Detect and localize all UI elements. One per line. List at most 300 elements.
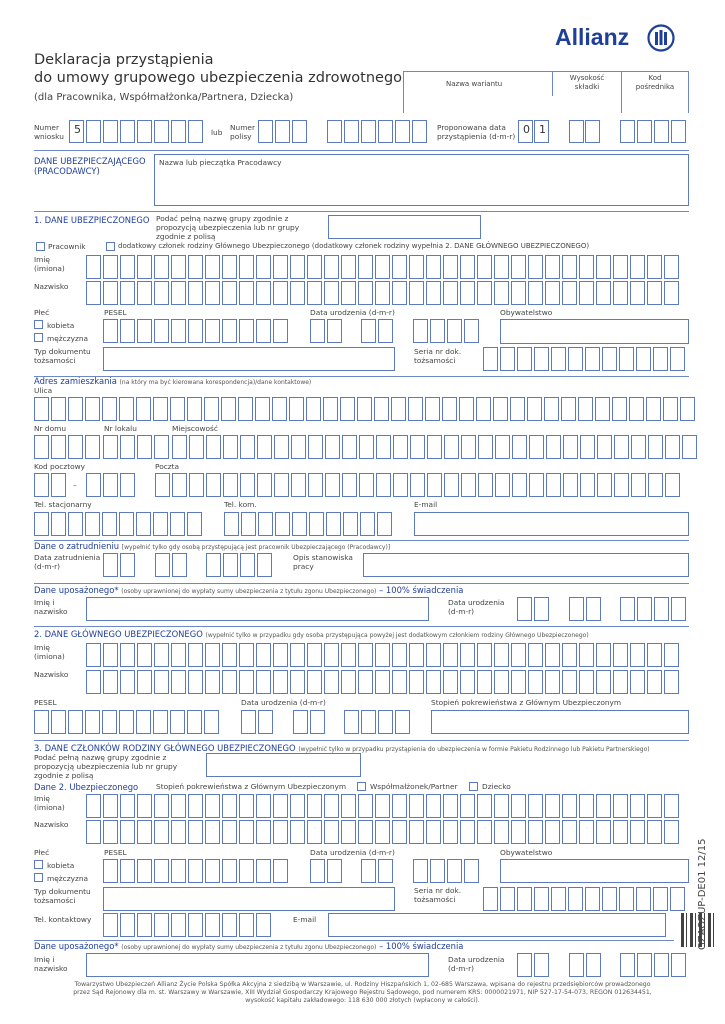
s3-nazwisko-box[interactable] [205, 820, 220, 844]
s3-pesel-box[interactable] [154, 859, 169, 883]
s3-tel-box[interactable] [256, 913, 271, 937]
section2-stopien-field[interactable] [431, 710, 689, 734]
s3-nazwisko-box[interactable] [375, 820, 390, 844]
s2-imie-box[interactable] [256, 643, 271, 667]
nazwisko-box[interactable] [358, 281, 373, 305]
pesel-box[interactable] [103, 319, 118, 343]
s2-nazwisko-box[interactable] [171, 670, 186, 694]
imie-box[interactable] [358, 255, 373, 279]
poczta-box[interactable] [580, 473, 595, 497]
s3-imie-box[interactable] [171, 794, 186, 818]
imie-box[interactable] [222, 255, 237, 279]
poczta-box[interactable] [444, 473, 459, 497]
seria-box[interactable] [585, 347, 600, 371]
ulica-box[interactable] [119, 397, 134, 421]
skladka-input[interactable] [553, 96, 621, 113]
s3-tel-box[interactable] [205, 913, 220, 937]
s2-nazwisko-box[interactable] [222, 670, 237, 694]
beneficiary1-name-field[interactable] [86, 597, 429, 621]
poczta-box[interactable] [257, 473, 272, 497]
s3-imie-box[interactable] [341, 794, 356, 818]
s3-imie-box[interactable] [154, 794, 169, 818]
polisa-box[interactable] [292, 120, 307, 143]
tel-kom-box[interactable] [292, 512, 307, 536]
nazwisko-box[interactable] [613, 281, 628, 305]
imie-box[interactable] [613, 255, 628, 279]
s2-dob-d-box[interactable] [241, 710, 256, 734]
poczta-box[interactable] [376, 473, 391, 497]
ulica-box[interactable] [153, 397, 168, 421]
s2-imie-box[interactable] [341, 643, 356, 667]
tel-kom-box[interactable] [326, 512, 341, 536]
s3-tel-box[interactable] [239, 913, 254, 937]
ben1-y-box[interactable] [637, 597, 652, 621]
s2-nazwisko-box[interactable] [579, 670, 594, 694]
poczta-box[interactable] [461, 473, 476, 497]
wniosek-box[interactable] [120, 120, 135, 143]
s3-nazwisko-box[interactable] [256, 820, 271, 844]
poczta-box[interactable] [427, 473, 442, 497]
nazwisko-box[interactable] [86, 281, 101, 305]
poczta-box[interactable] [631, 473, 646, 497]
s3-imie-box[interactable] [188, 794, 203, 818]
ben1-y-box[interactable] [654, 597, 669, 621]
nazwisko-box[interactable] [647, 281, 662, 305]
s3-seria-box[interactable] [653, 887, 668, 911]
ulica-box[interactable] [255, 397, 270, 421]
obywatelstwo-field[interactable] [500, 319, 689, 344]
nr-lokalu-box[interactable] [137, 435, 152, 459]
tel-stac-box[interactable] [170, 512, 185, 536]
ulica-box[interactable] [442, 397, 457, 421]
ben1-y-box[interactable] [671, 597, 686, 621]
s2-dob-y-box[interactable] [361, 710, 376, 734]
imie-box[interactable] [137, 255, 152, 279]
s2-nazwisko-box[interactable] [426, 670, 441, 694]
nr-lokalu-box[interactable] [103, 435, 118, 459]
s3-nazwisko-box[interactable] [358, 820, 373, 844]
imie-box[interactable] [562, 255, 577, 279]
imie-box[interactable] [103, 255, 118, 279]
ulica-box[interactable] [527, 397, 542, 421]
nazwisko-box[interactable] [120, 281, 135, 305]
s2-nazwisko-box[interactable] [154, 670, 169, 694]
imie-box[interactable] [205, 255, 220, 279]
seria-box[interactable] [568, 347, 583, 371]
tel-stac-box[interactable] [187, 512, 202, 536]
polisa2-box[interactable] [378, 120, 393, 143]
ben2-d-box[interactable] [534, 953, 549, 977]
s3-imie-box[interactable] [630, 794, 645, 818]
s2-nazwisko-box[interactable] [120, 670, 135, 694]
poczta-box[interactable] [172, 473, 187, 497]
dob-m-box[interactable] [378, 319, 393, 343]
nazwisko-box[interactable] [494, 281, 509, 305]
polisa2-box[interactable] [344, 120, 359, 143]
s2-pesel-box[interactable] [51, 710, 66, 734]
s2-imie-box[interactable] [630, 643, 645, 667]
s3-imie-box[interactable] [664, 794, 679, 818]
ben1-d-box[interactable] [517, 597, 532, 621]
s3-nazwisko-box[interactable] [137, 820, 152, 844]
s2-nazwisko-box[interactable] [324, 670, 339, 694]
nr-domu-box[interactable] [34, 435, 49, 459]
section3-obywatelstwo-field[interactable] [500, 859, 689, 883]
poczta-box[interactable] [274, 473, 289, 497]
nr-domu-box[interactable] [68, 435, 83, 459]
s2-imie-box[interactable] [205, 643, 220, 667]
kod2-box[interactable] [120, 473, 135, 497]
s3-imie-box[interactable] [120, 794, 135, 818]
zatr-d-box[interactable] [120, 553, 135, 577]
ulica-box[interactable] [425, 397, 440, 421]
nazwisko-box[interactable] [426, 281, 441, 305]
imie-box[interactable] [545, 255, 560, 279]
wniosek-box[interactable] [103, 120, 118, 143]
zatr-y-box[interactable] [206, 553, 221, 577]
kobieta-checkbox[interactable] [34, 320, 43, 329]
nazwisko-box[interactable] [324, 281, 339, 305]
imie-box[interactable] [426, 255, 441, 279]
nazwisko-box[interactable] [528, 281, 543, 305]
s2-imie-box[interactable] [375, 643, 390, 667]
zatr-m-box[interactable] [155, 553, 170, 577]
s2-nazwisko-box[interactable] [613, 670, 628, 694]
s3-imie-box[interactable] [545, 794, 560, 818]
s2-nazwisko-box[interactable] [341, 670, 356, 694]
miejscowosc-box[interactable] [189, 435, 204, 459]
miejscowosc-box[interactable] [512, 435, 527, 459]
ulica-box[interactable] [510, 397, 525, 421]
miejscowosc-box[interactable] [427, 435, 442, 459]
s3-imie-box[interactable] [477, 794, 492, 818]
nazwisko-box[interactable] [477, 281, 492, 305]
s3-nazwisko-box[interactable] [443, 820, 458, 844]
nazwisko-box[interactable] [171, 281, 186, 305]
s2-dob-y-box[interactable] [344, 710, 359, 734]
s3-seria-box[interactable] [636, 887, 651, 911]
ulica-box[interactable] [612, 397, 627, 421]
seria-box[interactable] [670, 347, 685, 371]
nazwisko-box[interactable] [341, 281, 356, 305]
dob-d-box[interactable] [327, 319, 342, 343]
imie-box[interactable] [511, 255, 526, 279]
poczta-box[interactable] [512, 473, 527, 497]
section1-group-input[interactable] [328, 215, 481, 239]
beneficiary2-name-field[interactable] [86, 953, 429, 977]
kod1-box[interactable] [51, 473, 66, 497]
tel-stac-box[interactable] [85, 512, 100, 536]
s3-imie-box[interactable] [392, 794, 407, 818]
poczta-box[interactable] [359, 473, 374, 497]
imie-box[interactable] [307, 255, 322, 279]
seria-box[interactable] [534, 347, 549, 371]
s2-imie-box[interactable] [103, 643, 118, 667]
zatr-y-box[interactable] [240, 553, 255, 577]
kod1-box[interactable] [34, 473, 49, 497]
ulica-box[interactable] [408, 397, 423, 421]
s2-pesel-box[interactable] [119, 710, 134, 734]
poczta-box[interactable] [291, 473, 306, 497]
kod2-box[interactable] [86, 473, 101, 497]
seria-box[interactable] [551, 347, 566, 371]
s2-nazwisko-box[interactable] [205, 670, 220, 694]
ben2-m-box[interactable] [586, 953, 601, 977]
ulica-box[interactable] [85, 397, 100, 421]
miejscowosc-box[interactable] [257, 435, 272, 459]
tel-kom-box[interactable] [360, 512, 375, 536]
nazwisko-box[interactable] [460, 281, 475, 305]
s2-imie-box[interactable] [494, 643, 509, 667]
typ-dokumentu-field[interactable] [103, 347, 395, 371]
dob-y-box[interactable] [413, 319, 428, 343]
tel-kom-box[interactable] [377, 512, 392, 536]
poczta-box[interactable] [614, 473, 629, 497]
s3-seria-box[interactable] [500, 887, 515, 911]
nazwisko-box[interactable] [392, 281, 407, 305]
miejscowosc-box[interactable] [359, 435, 374, 459]
ulica-box[interactable] [51, 397, 66, 421]
s3-nazwisko-box[interactable] [120, 820, 135, 844]
s3-dob-y-box[interactable] [464, 859, 479, 883]
s3-seria-box[interactable] [517, 887, 532, 911]
s2-imie-box[interactable] [528, 643, 543, 667]
s3-tel-box[interactable] [137, 913, 152, 937]
s3-dob-m-box[interactable] [378, 859, 393, 883]
data-year-box[interactable] [620, 120, 635, 143]
s2-dob-y-box[interactable] [395, 710, 410, 734]
s2-imie-box[interactable] [86, 643, 101, 667]
s3-nazwisko-box[interactable] [494, 820, 509, 844]
s2-imie-box[interactable] [358, 643, 373, 667]
s2-imie-box[interactable] [409, 643, 424, 667]
data-month-box[interactable] [585, 120, 600, 143]
s3-nazwisko-box[interactable] [222, 820, 237, 844]
s3-dob-d-box[interactable] [327, 859, 342, 883]
ulica-box[interactable] [544, 397, 559, 421]
s3-imie-box[interactable] [273, 794, 288, 818]
ulica-box[interactable] [68, 397, 83, 421]
pesel-box[interactable] [154, 319, 169, 343]
s3-nazwisko-box[interactable] [460, 820, 475, 844]
s3-seria-box[interactable] [585, 887, 600, 911]
s2-nazwisko-box[interactable] [86, 670, 101, 694]
s2-nazwisko-box[interactable] [358, 670, 373, 694]
wniosek-box[interactable] [137, 120, 152, 143]
miejscowosc-box[interactable] [291, 435, 306, 459]
ben2-d-box[interactable] [517, 953, 532, 977]
s3-imie-box[interactable] [426, 794, 441, 818]
miejscowosc-box[interactable] [546, 435, 561, 459]
s3-pesel-box[interactable] [222, 859, 237, 883]
poczta-box[interactable] [648, 473, 663, 497]
nazwisko-box[interactable] [596, 281, 611, 305]
s3-pesel-box[interactable] [205, 859, 220, 883]
poczta-box[interactable] [546, 473, 561, 497]
pesel-box[interactable] [205, 319, 220, 343]
s3-seria-box[interactable] [670, 887, 685, 911]
ben2-y-box[interactable] [637, 953, 652, 977]
s3-tel-box[interactable] [103, 913, 118, 937]
ulica-box[interactable] [391, 397, 406, 421]
poczta-box[interactable] [189, 473, 204, 497]
s2-nazwisko-box[interactable] [494, 670, 509, 694]
s2-imie-box[interactable] [188, 643, 203, 667]
tel-stac-box[interactable] [119, 512, 134, 536]
s3-nazwisko-box[interactable] [579, 820, 594, 844]
nazwisko-box[interactable] [256, 281, 271, 305]
s3-nazwisko-box[interactable] [239, 820, 254, 844]
s2-imie-box[interactable] [273, 643, 288, 667]
imie-box[interactable] [86, 255, 101, 279]
section3-email-field[interactable] [328, 913, 666, 937]
s3-dob-m-box[interactable] [361, 859, 376, 883]
s2-nazwisko-box[interactable] [545, 670, 560, 694]
ben2-y-box[interactable] [654, 953, 669, 977]
s2-nazwisko-box[interactable] [103, 670, 118, 694]
kod2-box[interactable] [103, 473, 118, 497]
nazwisko-box[interactable] [511, 281, 526, 305]
zatr-d-box[interactable] [103, 553, 118, 577]
s2-imie-box[interactable] [307, 643, 322, 667]
nazwisko-box[interactable] [290, 281, 305, 305]
s3-tel-box[interactable] [188, 913, 203, 937]
pesel-box[interactable] [120, 319, 135, 343]
s2-pesel-box[interactable] [34, 710, 49, 734]
s2-imie-box[interactable] [443, 643, 458, 667]
ulica-box[interactable] [374, 397, 389, 421]
s3-imie-box[interactable] [358, 794, 373, 818]
wniosek-box[interactable] [188, 120, 203, 143]
polisa-box[interactable] [275, 120, 290, 143]
s2-nazwisko-box[interactable] [239, 670, 254, 694]
poczta-box[interactable] [495, 473, 510, 497]
s2-imie-box[interactable] [239, 643, 254, 667]
miejscowosc-box[interactable] [410, 435, 425, 459]
poczta-box[interactable] [563, 473, 578, 497]
s3-imie-box[interactable] [494, 794, 509, 818]
s3-tel-box[interactable] [222, 913, 237, 937]
zatr-y-box[interactable] [257, 553, 272, 577]
s2-imie-box[interactable] [324, 643, 339, 667]
imie-box[interactable] [664, 255, 679, 279]
zatr-m-box[interactable] [172, 553, 187, 577]
ulica-box[interactable] [340, 397, 355, 421]
ben1-m-box[interactable] [569, 597, 584, 621]
s2-pesel-box[interactable] [170, 710, 185, 734]
s2-nazwisko-box[interactable] [392, 670, 407, 694]
poczta-box[interactable] [597, 473, 612, 497]
s3-tel-box[interactable] [154, 913, 169, 937]
ben2-y-box[interactable] [671, 953, 686, 977]
s3-nazwisko-box[interactable] [171, 820, 186, 844]
poczta-box[interactable] [665, 473, 680, 497]
pesel-box[interactable] [273, 319, 288, 343]
s2-nazwisko-box[interactable] [273, 670, 288, 694]
ulica-box[interactable] [646, 397, 661, 421]
dziecko-checkbox[interactable] [469, 782, 478, 791]
miejscowosc-box[interactable] [240, 435, 255, 459]
s3-nazwisko-box[interactable] [511, 820, 526, 844]
miejscowosc-box[interactable] [274, 435, 289, 459]
tel-kom-box[interactable] [224, 512, 239, 536]
ulica-box[interactable] [493, 397, 508, 421]
s3-dob-y-box[interactable] [430, 859, 445, 883]
s3-pesel-box[interactable] [171, 859, 186, 883]
s3-imie-box[interactable] [103, 794, 118, 818]
tel-kom-box[interactable] [343, 512, 358, 536]
imie-box[interactable] [239, 255, 254, 279]
s3-nazwisko-box[interactable] [528, 820, 543, 844]
s3-nazwisko-box[interactable] [341, 820, 356, 844]
imie-box[interactable] [460, 255, 475, 279]
poczta-box[interactable] [325, 473, 340, 497]
miejscowosc-box[interactable] [563, 435, 578, 459]
s3-imie-box[interactable] [460, 794, 475, 818]
s3-imie-box[interactable] [290, 794, 305, 818]
polisa-box[interactable] [258, 120, 273, 143]
imie-box[interactable] [630, 255, 645, 279]
pesel-box[interactable] [137, 319, 152, 343]
dob-y-box[interactable] [447, 319, 462, 343]
dob-m-box[interactable] [361, 319, 376, 343]
ulica-box[interactable] [204, 397, 219, 421]
data-month-box[interactable] [569, 120, 584, 143]
pesel-box[interactable] [222, 319, 237, 343]
ulica-box[interactable] [561, 397, 576, 421]
seria-box[interactable] [483, 347, 498, 371]
s3-pesel-box[interactable] [103, 859, 118, 883]
s2-imie-box[interactable] [545, 643, 560, 667]
dob-d-box[interactable] [310, 319, 325, 343]
ulica-box[interactable] [136, 397, 151, 421]
s3-imie-box[interactable] [562, 794, 577, 818]
s3-nazwisko-box[interactable] [409, 820, 424, 844]
tel-kom-box[interactable] [241, 512, 256, 536]
s2-imie-box[interactable] [222, 643, 237, 667]
imie-box[interactable] [443, 255, 458, 279]
ulica-box[interactable] [663, 397, 678, 421]
tel-stac-box[interactable] [51, 512, 66, 536]
kod-input[interactable] [622, 96, 688, 113]
nazwisko-box[interactable] [222, 281, 237, 305]
imie-box[interactable] [647, 255, 662, 279]
poczta-box[interactable] [155, 473, 170, 497]
s2-imie-box[interactable] [562, 643, 577, 667]
s3-imie-box[interactable] [409, 794, 424, 818]
s2-imie-box[interactable] [137, 643, 152, 667]
section3-mezczyzna-checkbox[interactable] [34, 873, 43, 882]
s2-dob-y-box[interactable] [378, 710, 393, 734]
miejscowosc-box[interactable] [682, 435, 697, 459]
data-year-box[interactable] [637, 120, 652, 143]
s3-seria-box[interactable] [619, 887, 634, 911]
section3-group-input[interactable] [206, 753, 361, 777]
ulica-box[interactable] [272, 397, 287, 421]
s2-nazwisko-box[interactable] [630, 670, 645, 694]
poczta-box[interactable] [410, 473, 425, 497]
poczta-box[interactable] [308, 473, 323, 497]
s2-pesel-box[interactable] [85, 710, 100, 734]
s2-nazwisko-box[interactable] [307, 670, 322, 694]
s3-nazwisko-box[interactable] [630, 820, 645, 844]
s2-pesel-box[interactable] [68, 710, 83, 734]
nazwisko-box[interactable] [562, 281, 577, 305]
email-field[interactable] [414, 512, 689, 536]
nazwisko-box[interactable] [307, 281, 322, 305]
zatr-y-box[interactable] [223, 553, 238, 577]
s2-nazwisko-box[interactable] [528, 670, 543, 694]
